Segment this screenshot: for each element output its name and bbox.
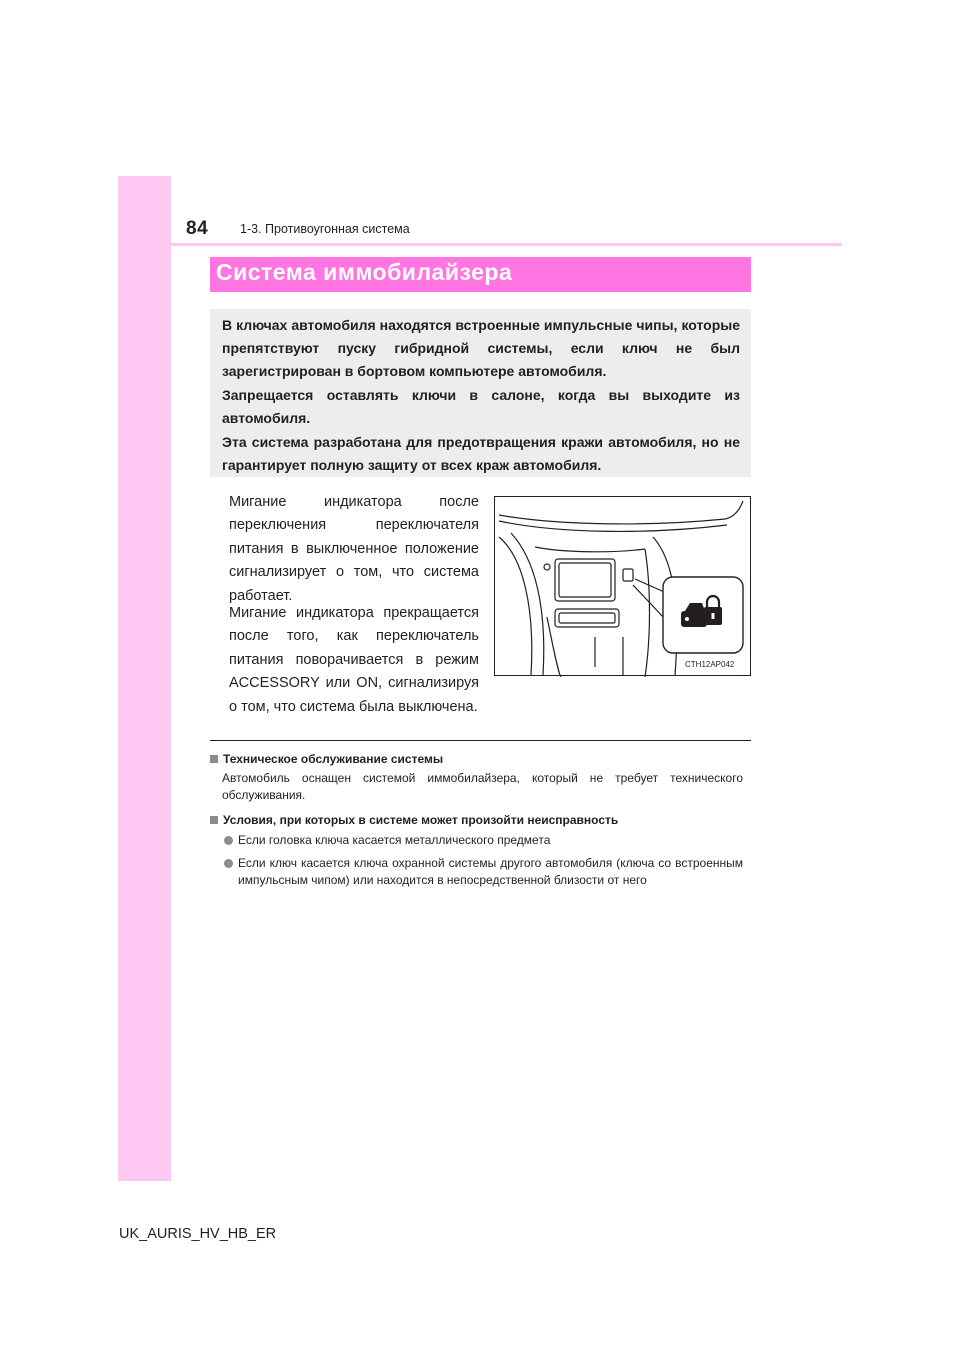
note-heading-maintenance <box>210 752 443 766</box>
square-bullet-icon <box>210 755 218 763</box>
intro-paragraph-3: Эта система разработана для предотвращения кражи автомобиля, но не гарантирует полную защиту от всех краж автомобиля. <box>222 434 740 473</box>
list-item-text: Если головка ключа касается металлического предмета <box>238 833 551 847</box>
page-number: 84 <box>186 218 209 239</box>
circle-bullet-icon <box>224 836 233 845</box>
intro-paragraph-2: Запрещается оставлять ключи в салоне, когда вы выходите из автомобиля. <box>222 387 740 426</box>
footer-code: UK_AURIS_HV_HB_ER <box>119 1226 277 1242</box>
dashboard-illustration <box>494 496 751 676</box>
circle-bullet-icon <box>224 859 233 868</box>
list-item-text: Если ключ касается ключа охранной системы другого автомобиля (ключа со встроенным импульсным чипом) или находится в непосредственной близости от него <box>238 856 743 887</box>
note-heading-text: Условия, при которых в системе может произойти неисправность <box>223 813 619 827</box>
side-band <box>118 176 171 1181</box>
body-paragraph-1: Мигание индикатора после переключения переключателя питания в выключенное положение сигнализирует о том, что система работает. <box>229 494 479 604</box>
section-label: 1-3. Противоугонная система <box>240 222 410 236</box>
list-item <box>222 855 743 889</box>
note-text-maintenance: Автомобиль оснащен системой иммобилайзера, который не требует технического обслуживания. <box>222 771 743 802</box>
dashboard-drawing <box>495 497 752 677</box>
intro-paragraph-1: В ключах автомобиля находятся встроенные импульсные чипы, которые препятствуют пуску гибридной системы, если ключ не был зарегистрирован в бортовом компьютере автомобиля. <box>222 317 740 379</box>
page-title: Система иммобилайзера <box>216 259 513 285</box>
body-paragraph-2: Мигание индикатора прекращается после того, как переключатель питания поворачивается в режим ACCESSORY или ON, сигнализируя о том, что система была выключена. <box>229 605 479 715</box>
list-item <box>222 832 743 849</box>
figure-code: CTH12AP042 <box>685 660 735 669</box>
note-heading-conditions <box>210 813 618 827</box>
section-rule <box>210 740 751 741</box>
header-rule <box>118 243 842 246</box>
square-bullet-icon <box>210 816 218 824</box>
note-heading-text: Техническое обслуживание системы <box>223 752 444 766</box>
